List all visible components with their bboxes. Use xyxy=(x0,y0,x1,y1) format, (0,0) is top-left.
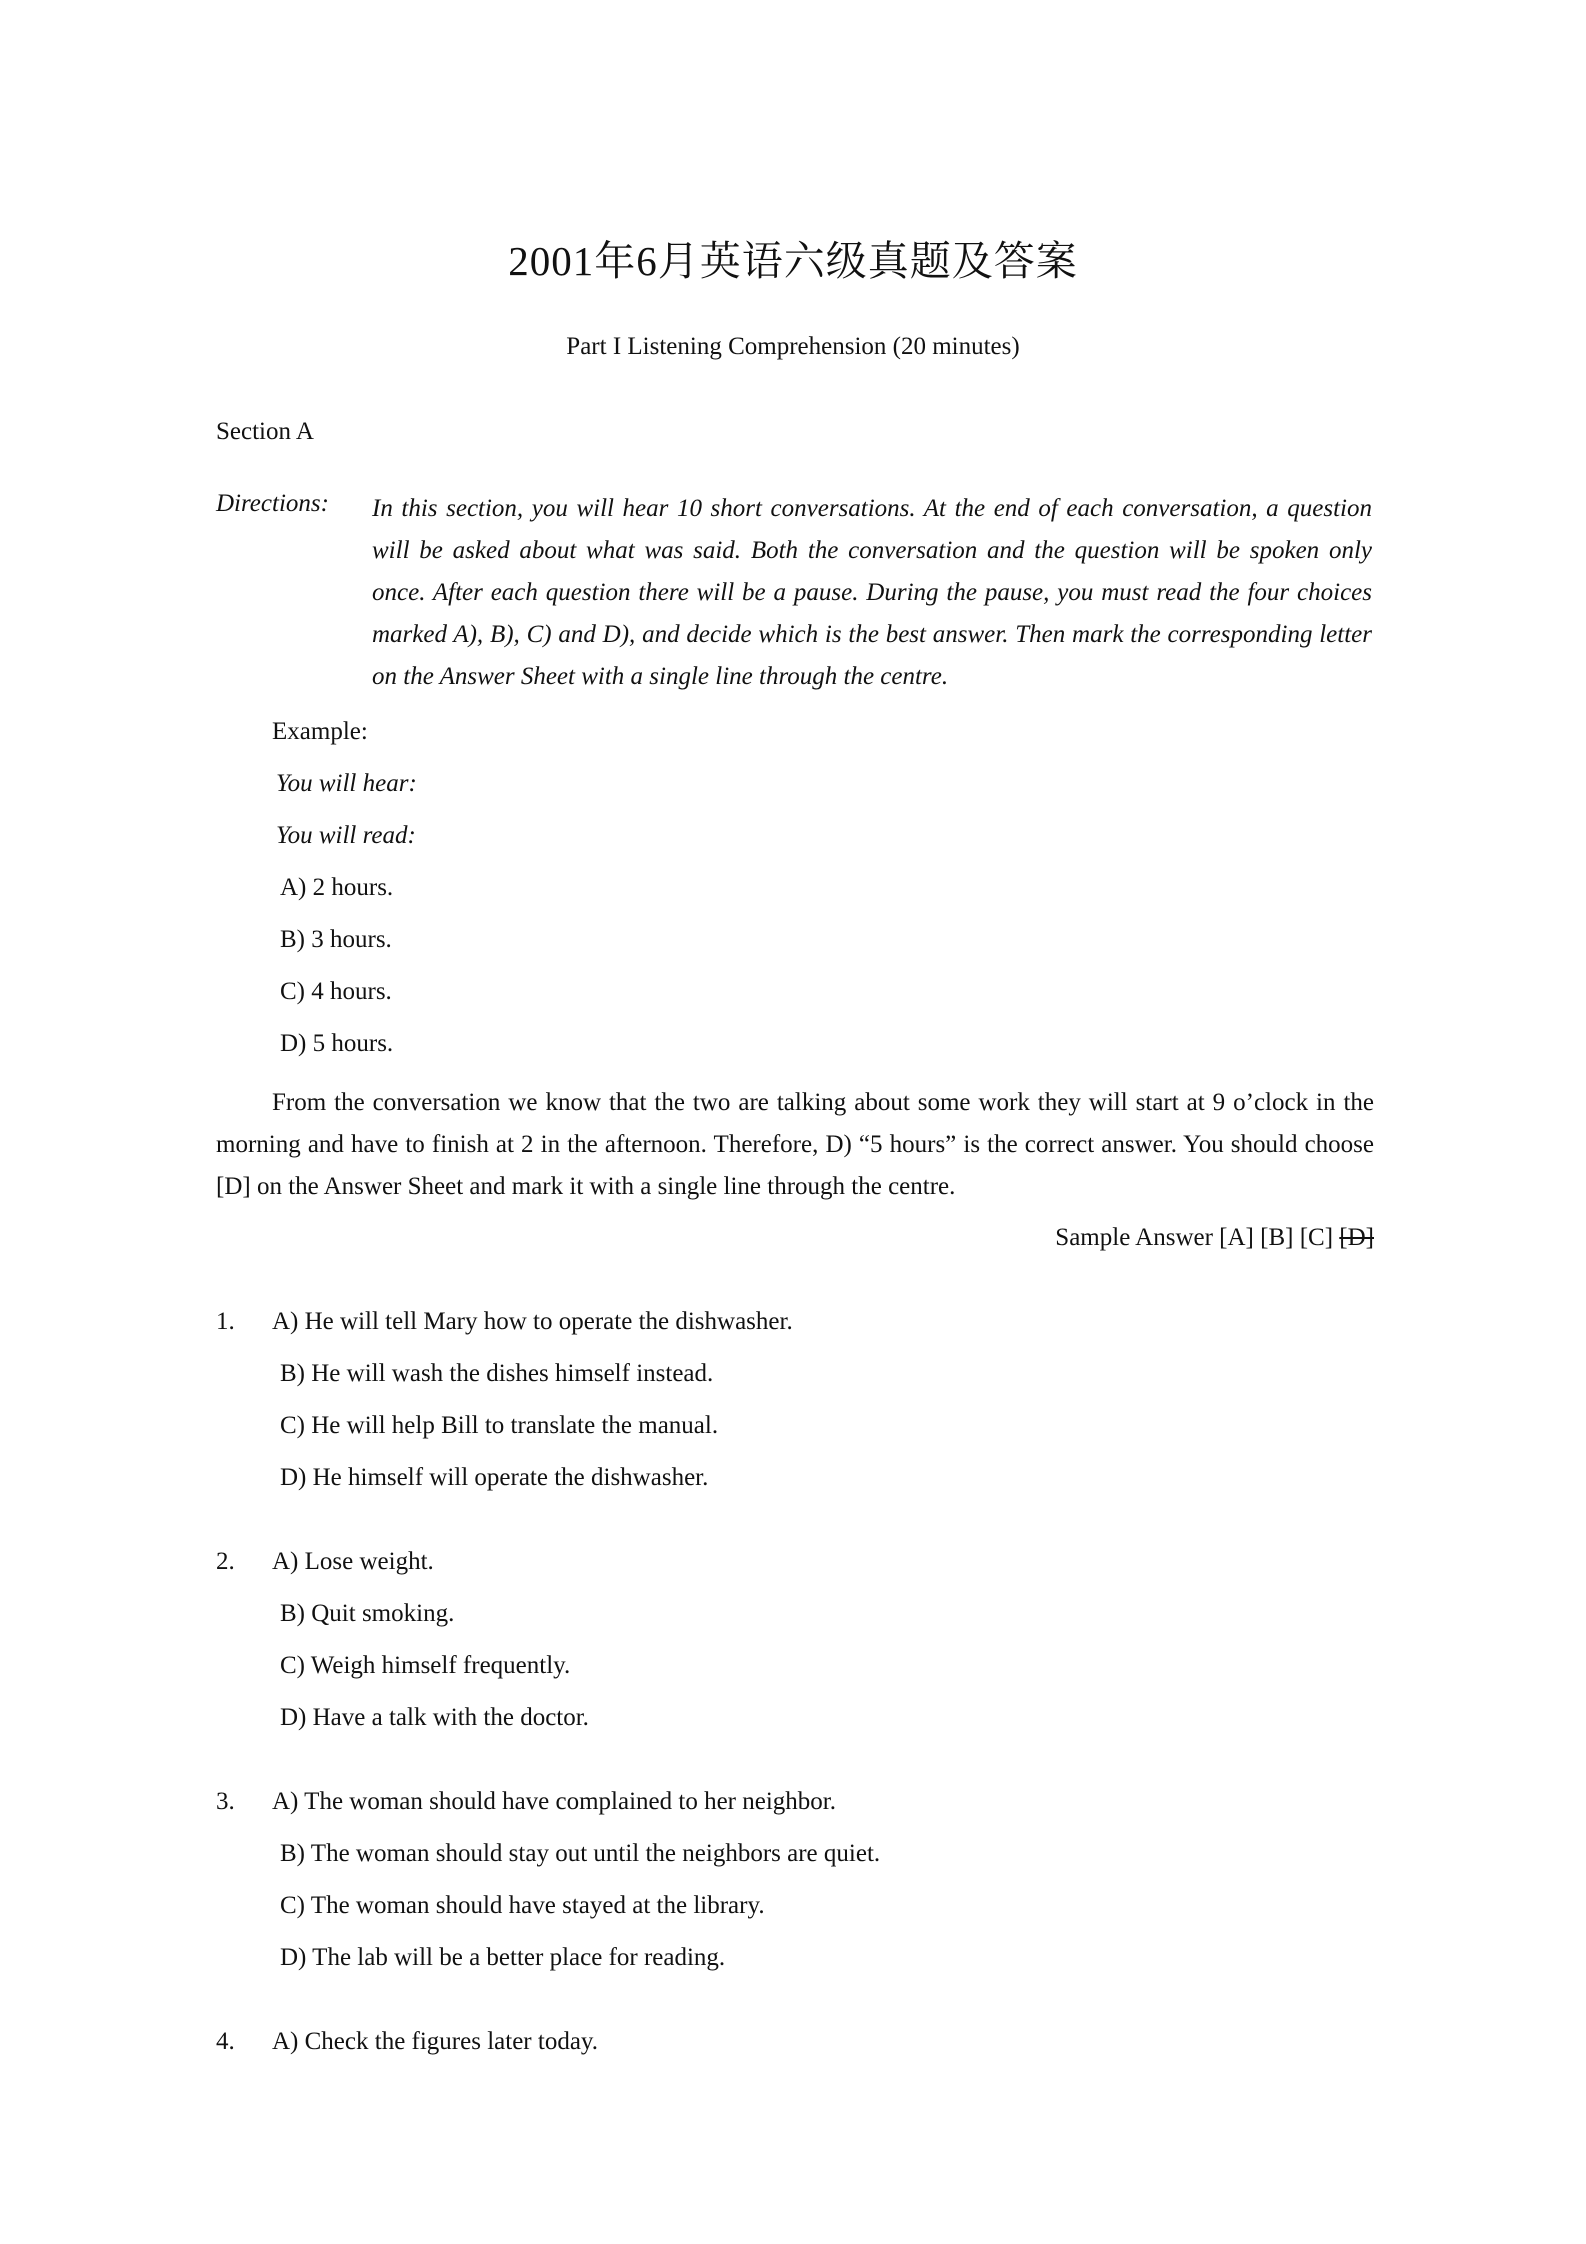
directions-label: Directions: xyxy=(216,490,329,517)
question-option: B) The woman should stay out until the neighbors are quiet. xyxy=(280,1840,881,1867)
example-option-c: C) 4 hours. xyxy=(280,978,392,1005)
question-option: D) He himself will operate the dishwasher. xyxy=(280,1464,709,1491)
sample-answer xyxy=(1055,1224,1374,1252)
question-option: A) Lose weight. xyxy=(272,1548,434,1575)
question-number: 2. xyxy=(216,1548,235,1575)
question-option: A) He will tell Mary how to operate the dishwasher. xyxy=(272,1308,793,1335)
question-1 xyxy=(216,1308,1376,1508)
you-will-hear-label: You will hear: xyxy=(276,770,417,797)
sample-answer-label: Sample Answer [A] [B] [C] xyxy=(1055,1224,1334,1251)
question-option: C) He will help Bill to translate the manual. xyxy=(280,1412,719,1439)
question-number: 4. xyxy=(216,2028,235,2055)
question-3 xyxy=(216,1788,1376,1988)
example-label: Example: xyxy=(272,718,368,745)
example-option-d: D) 5 hours. xyxy=(280,1030,394,1057)
question-option: C) Weigh himself frequently. xyxy=(280,1652,571,1679)
section-heading: Section A xyxy=(216,418,314,445)
question-option: D) The lab will be a better place for reading. xyxy=(280,1944,726,1971)
part-heading: Part I Listening Comprehension (20 minutes) xyxy=(566,333,1020,360)
question-option: A) The woman should have complained to her neighbor. xyxy=(272,1788,836,1815)
page-title: 2001年6月英语六级真题及答案 xyxy=(508,238,1078,284)
question-option: B) He will wash the dishes himself instead. xyxy=(280,1360,714,1387)
sample-answer-marked: [D] xyxy=(1339,1224,1374,1251)
question-number: 1. xyxy=(216,1308,235,1335)
directions-text: In this section, you will hear 10 short conversations. At the end of each conversation, a question will be asked about what was said. Both the conversation and the question will be spoken only once. After each question there will be a pause. During the pause, you must read the four choices marked A), B), C) and D), and decide which is the best answer. Then mark the corresponding letter on the Answer Sheet with a single line through the centre. xyxy=(372,495,1372,690)
example-option-b: B) 3 hours. xyxy=(280,926,392,953)
question-number: 3. xyxy=(216,1788,235,1815)
question-4 xyxy=(216,2028,1376,2068)
question-option: A) Check the figures later today. xyxy=(272,2028,599,2055)
question-option: C) The woman should have stayed at the library. xyxy=(280,1892,765,1919)
example-option-a: A) 2 hours. xyxy=(280,874,394,901)
example-explanation: From the conversation we know that the two are talking about some work they will start at 9 o’clock in the morning and have to finish at 2 in the afternoon. Therefore, D) “5 hours” is the correct answer. You should choose [D] on the Answer Sheet and mark it with a single line through the centre. xyxy=(216,1089,1374,1200)
question-2 xyxy=(216,1548,1376,1748)
question-option: B) Quit smoking. xyxy=(280,1600,455,1627)
you-will-read-label: You will read: xyxy=(276,822,416,849)
question-option: D) Have a talk with the doctor. xyxy=(280,1704,589,1731)
